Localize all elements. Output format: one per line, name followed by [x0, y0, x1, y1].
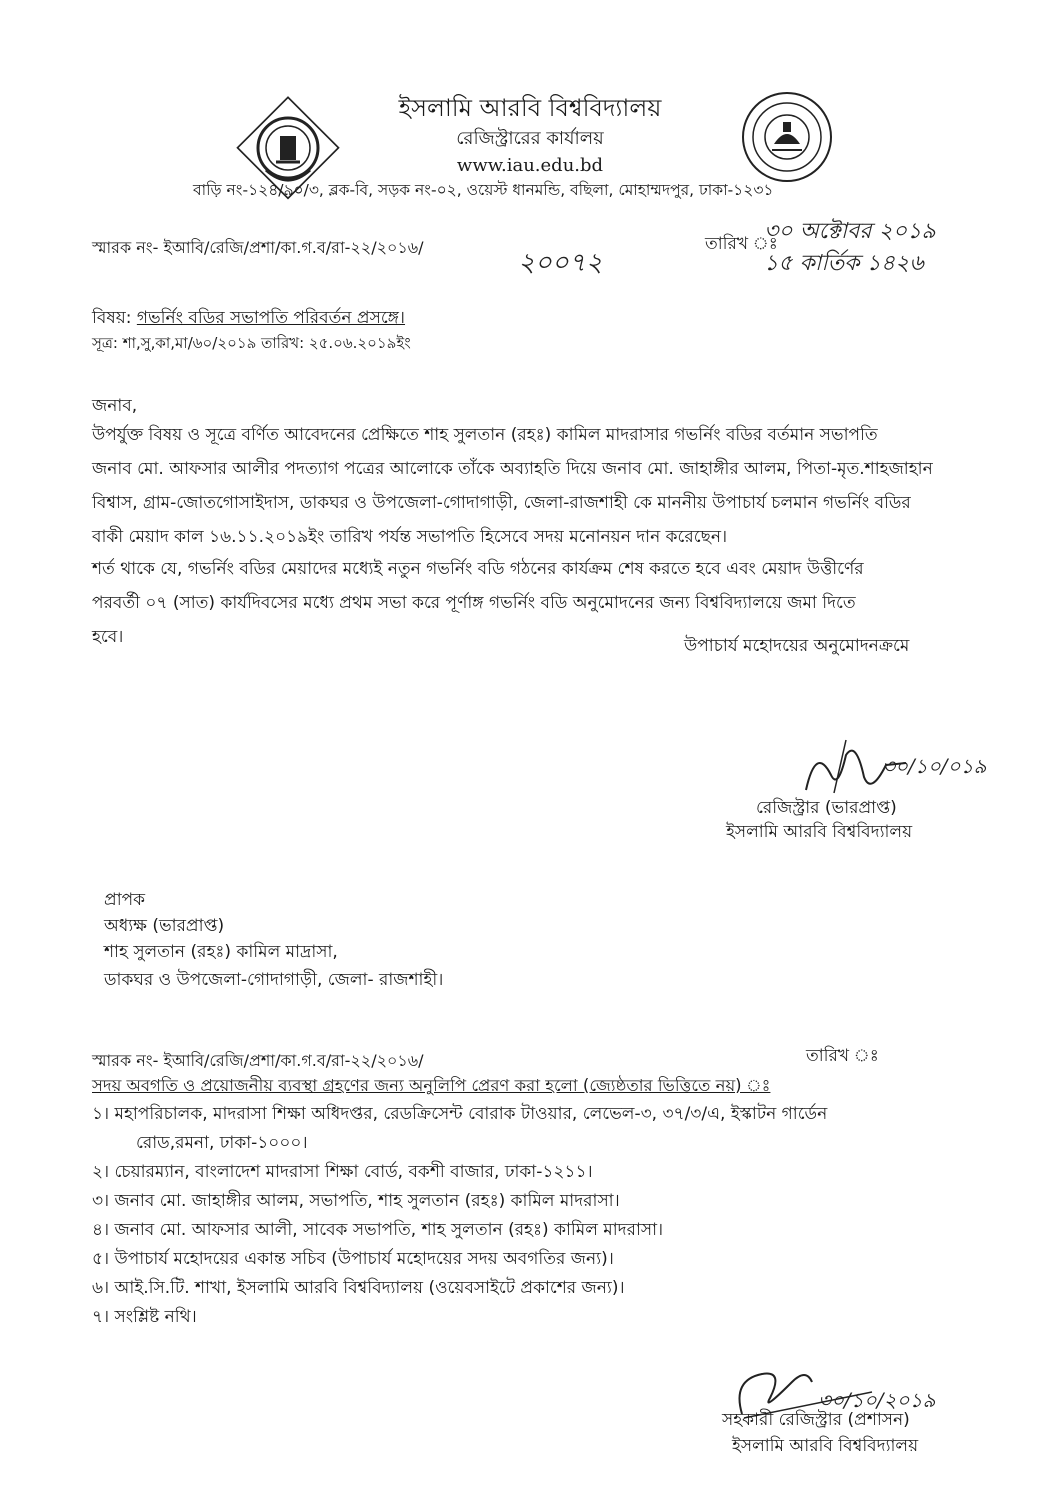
paragraph-1-line: উপর্যুক্ত বিষয় ও সূত্রে বর্ণিত আবেদনের প্রেক্ষিতে শাহ সুলতান (রহঃ) কামিল মাদরাসার গভর্নিং বডির বর্তমান সভাপতি [92, 425, 878, 445]
memo-ref-number: ২০০৭২ [518, 248, 603, 278]
salutation: জনাব, [92, 396, 138, 416]
copy-list-item: ২। চেয়ারম্যান, বাংলাদেশ মাদরাসা শিক্ষা বোর্ড, বকশী বাজার, ঢাকা-১২১১। [92, 1162, 593, 1182]
source-line: সূত্র: শা,সু,কা,মা/৬০/২০১৯ তারিখ: ২৫.০৬.২০১৯ইং [92, 334, 411, 352]
copy-list-item: ৪। জনাব মো. আফসার আলী, সাবেক সভাপতি, শাহ সুলতান (রহঃ) কামিল মাদরাসা। [92, 1220, 664, 1240]
copy-heading: সদয় অবগতি ও প্রয়োজনীয় ব্যবস্থা গ্রহণের জন্য অনুলিপি প্রেরণ করা হলো (জ্যেষ্ঠতার ভিত্তিতে নয়) ঃ [92, 1076, 771, 1095]
recipient-line: অধ্যক্ষ (ভারপ্রাপ্ত) [104, 916, 225, 936]
recipient-label: প্রাপক [104, 890, 146, 910]
subject-text: গভর্নিং বডির সভাপতি পরিবর্তন প্রসঙ্গে। [136, 308, 406, 328]
signature-2-org: ইসলামি আরবি বিশ্ববিদ্যালয় [732, 1436, 919, 1456]
copy-list-item: ৩। জনাব মো. জাহাঙ্গীর আলম, সভাপতি, শাহ সুলতান (রহঃ) কামিল মাদরাসা। [92, 1191, 620, 1211]
copy-list [92, 1100, 992, 1332]
signature-1-org: ইসলামি আরবি বিশ্ববিদ্যালয় [726, 822, 913, 842]
approval-text: উপাচার্য মহোদয়ের অনুমোদনক্রমে [684, 636, 910, 656]
subject-label: বিষয়: [92, 308, 137, 328]
signature-1-title: রেজিস্ট্রার (ভারপ্রাপ্ত) [756, 798, 897, 818]
copy-list-item: রোড,রমনা, ঢাকা-১০০০। [136, 1133, 308, 1153]
memo-date-label: তারিখ ঃ [705, 234, 778, 254]
government-seal [742, 92, 832, 182]
paragraph-1-line: বাকী মেয়াদ কাল ১৬.১১.২০১৯ইং তারিখ পর্যন্ত সভাপতি হিসেবে সদয় মনোনয়ন দান করেছেন। [92, 527, 728, 547]
copy-list-item: ৫। উপাচার্য মহোদয়ের একান্ত সচিব (উপাচার্য মহোদয়ের সদয় অবগতির জন্য)। [92, 1249, 614, 1269]
copy-list-item: ১। মহাপরিচালক, মাদরাসা শিক্ষা অধিদপ্তর, রেডক্রিসেন্ট বোরাক টাওয়ার, লেভেল-৩, ৩৭/৩/এ, ইস্কাটন গার্ডেন [92, 1104, 828, 1124]
memo-date-handwritten: ৩০ অক্টোবর ২০১৯ [764, 219, 936, 244]
paragraph-2-line: শর্ত থাকে যে, গভর্নিং বডির মেয়াদের মধ্যেই নতুন গভর্নিং বডি গঠনের কার্যক্রম শেষ করতে হবে এবং মেয়াদ উত্তীর্ণের [92, 559, 864, 579]
paragraph-2-line: হবে। [92, 627, 124, 647]
copy-list-item: ৬। আই.সি.টি. শাখা, ইসলামি আরবি বিশ্ববিদ্যালয় (ওয়েবসাইটে প্রকাশের জন্য)। [92, 1278, 625, 1298]
memo-date-handwritten-bangla: ১৫ কার্তিক ১৪২৬ [764, 251, 924, 276]
recipient-line: ডাকঘর ও উপজেলা-গোদাগাড়ী, জেলা- রাজশাহী। [104, 970, 444, 990]
copy-date-label: তারিখ ঃ [806, 1046, 879, 1066]
office-name: রেজিস্ট্রারের কার্যালয় [456, 128, 604, 149]
copy-list-item: ৭। সংশ্লিষ্ট নথি। [92, 1307, 197, 1327]
office-address: বাড়ি নং-১২৪/৯০/৩, ব্লক-বি, সড়ক নং-০২, ওয়েস্ট ধানমন্ডি, বছিলা, মোহাম্মদপুর, ঢাকা-১২৩১ [193, 181, 774, 199]
subject-line [92, 308, 405, 328]
paragraph-2-line: পরবর্তী ০৭ (সাত) কার্যদিবসের মধ্যে প্রথম সভা করে পূর্ণাঙ্গ গভর্নিং বডি অনুমোদনের জন্য বিশ্ববিদ্যালয়ে জমা দিতে [92, 593, 856, 613]
paragraph-1-line: জনাব মো. আফসার আলীর পদত্যাগ পত্রের আলোকে তাঁকে অব্যাহতি দিয়ে জনাব মো. জাহাঙ্গীর আলম, পিতা-মৃত.শাহজাহান [92, 459, 933, 479]
paragraph-1 [92, 418, 992, 554]
university-name: ইসলামি আরবি বিশ্ববিদ্যালয় [398, 94, 662, 122]
signature-2-title: সহকারী রেজিস্ট্রার (প্রশাসন) [722, 1410, 910, 1430]
signature-2-date: ৩০/১০/২০১৯ [818, 1388, 936, 1412]
website-link[interactable]: www.iau.edu.bd [456, 155, 604, 176]
seal-emblem-icon [744, 94, 830, 180]
signature-1-date: ৩০/১০/০১৯ [882, 754, 987, 778]
memo-ref: স্মারক নং- ইআবি/রেজি/প্রশা/কা.গ.ব/রা-২২/২০১৬/ [92, 238, 424, 257]
recipient-line: শাহ সুলতান (রহঃ) কামিল মাদ্রাসা, [104, 942, 338, 962]
paragraph-1-line: বিশ্বাস, গ্রাম-জোতগোসাইদাস, ডাকঘর ও উপজেলা-গোদাগাড়ী, জেলা-রাজশাহী কে মাননীয় উপাচার্য চলমান গভর্নিং বডির [92, 493, 911, 513]
copy-memo-ref: স্মারক নং- ইআবি/রেজি/প্রশা/কা.গ.ব/রা-২২/২০১৬/ [92, 1051, 424, 1070]
